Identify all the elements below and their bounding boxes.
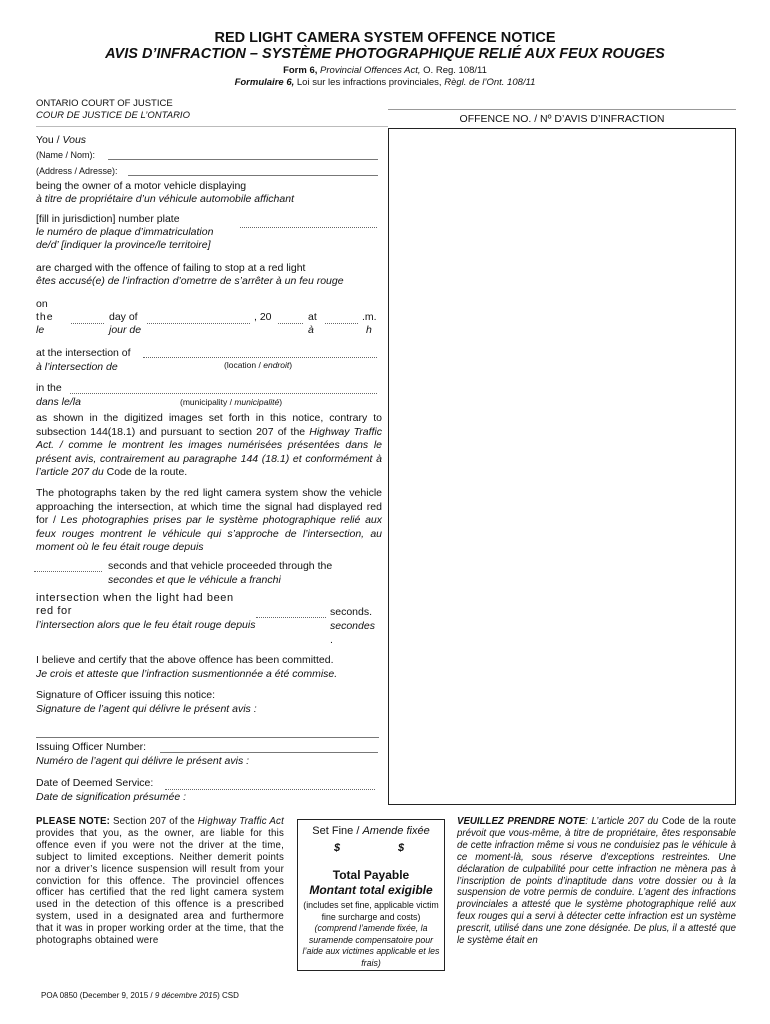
time-field[interactable]: [325, 323, 358, 324]
believe-text: I believe and certify that the above offence has been committed. Je crois et atteste que l’infraction susmentionnée a été commise.: [36, 654, 338, 680]
seconds-label: seconds. secondes .: [330, 606, 375, 646]
form-reference-en: Form 6, Provincial Offences Act, O. Reg. 108/11: [283, 65, 487, 76]
seconds-field-2[interactable]: [256, 617, 326, 618]
day-of-label: day of: [109, 311, 138, 323]
form-header: [0, 30, 770, 88]
a-label: à: [308, 324, 314, 336]
title-en: RED LIGHT CAMERA SYSTEM OFFENCE NOTICE: [214, 30, 556, 46]
offence-number-top-rule: [388, 109, 736, 110]
officer-signature-field[interactable]: [36, 737, 379, 738]
day-field[interactable]: [71, 323, 104, 324]
plate-text: [fill in jurisdiction] number plate le numéro de plaque d’immatriculation de/d’ [indiquer la province/le territoire]: [36, 213, 214, 251]
am-pm-label: .m.: [362, 311, 377, 323]
the-label: the: [36, 311, 54, 323]
form-reference-fr: Formulaire 6, Loi sur les infractions provinciales, Règl. de l’Ont. 108/11: [234, 77, 536, 88]
at-label: at: [308, 311, 317, 323]
photo-box: [388, 128, 736, 805]
form-code: POA 0850 (December 9, 2015 / 9 décembre 2015) CSD: [41, 991, 239, 1000]
year-prefix-label: , 20: [254, 311, 272, 323]
veuillez-paragraph: VEUILLEZ PRENDRE NOTE: L’article 207 du Code de la route prévoit que vous-même, à titre de propriétaire, êtes responsable de cette infraction même si vous ne conduisiez pas le véhicule à ce moment-là, sous réserve d’exceptions restreintes. Une déclaration de culpabilité pour cette infraction ne mènera pas à l’inscription de points d’inaptitude dans votre dossier ou à la suspension de votre permis de conduire. L’agent des infractions provinciales a attesté que le système photographique relié aux feux rouges qui a servi à détecter cette infraction est un système prescrit, utilisé dans une zone désignée. De plus, il a attesté que le système était en: [457, 816, 736, 947]
address-line: [128, 175, 378, 176]
fine-amounts: [298, 842, 444, 860]
you-label: You / Vous: [36, 134, 87, 146]
header-divider: [36, 126, 388, 127]
please-note-paragraph: PLEASE NOTE: Section 207 of the Highway Traffic Act provides that you, as the owner, are liable for this offence even if you were not the driver at the time, subject to limited exceptions. Neither demerit points nor a driver’s licence suspension will result from your conviction for this offence. The provinciel offences officer has certified that the red light camera system used in the detection of this offence is a prescribed system, used in a designated area and furthermore that it was in proper working order at the time, that the photographs obtained were: [36, 816, 284, 947]
title-fr: AVIS D’INFRACTION – SYSTÈME PHOTOGRAPHIQUE RELIÉ AUX FEUX ROUGES: [105, 46, 665, 62]
le-label: le: [36, 324, 45, 336]
owner-text: being the owner of a motor vehicle displaying à titre de propriétaire d’un véhicule automobile affichant: [36, 180, 294, 205]
name-line: [108, 159, 378, 160]
offence-number-label: OFFENCE NO. / Nº D’AVIS D’INFRACTION: [459, 113, 665, 125]
officer-number-label: Issuing Officer Number: Numéro de l’agent qui délivre le présent avis :: [36, 741, 250, 767]
municipality-caption: (municipality / municipalité): [180, 397, 283, 407]
jour-de-label: jour de: [109, 324, 142, 336]
plate-number-field[interactable]: [240, 227, 377, 228]
fine-includes-text: (includes set fine, applicable victim fine surcharge and costs) (comprend l’amende fixée, la suramende compensatoire pour l’aide aux victimes applicable et les frais): [302, 900, 440, 968]
photos-paragraph: The photographs taken by the red light camera system show the vehicle approaching the intersection, at which time the signal had displayed red for / Les photographies prises par le système photographique relié aux feux rouges montrent le véhicule qui s’approche de l’intersection, au moment où le feu était rouge depuis: [36, 487, 382, 553]
officer-signature-label: Signature of Officer issuing this notice: Signature de l’agent qui délivre le présent avis :: [36, 689, 257, 715]
seconds-vehicle-text: seconds and that vehicle proceeded through the secondes et que le véhicule a franchi: [108, 560, 333, 586]
shown-paragraph: as shown in the digitized images set forth in this notice, contrary to subsection 144(18.1) and pursuant to section 207 of the Highway Traffic Act. / comme le montrent les images numérisées présentées dans le présent avis, contrairement au paragraphe 144 (18.1) et conformément à l’article 207 du Code de la route.: [36, 412, 382, 478]
officer-number-field[interactable]: [160, 752, 378, 753]
total-dollar: $: [398, 842, 405, 854]
intersection-field[interactable]: [143, 357, 377, 358]
municipality-field[interactable]: [70, 393, 377, 394]
set-fine-label: Set Fine / Amende fixée: [312, 825, 430, 837]
montant-total-label: Montant total exigible: [309, 883, 433, 897]
month-field[interactable]: [147, 323, 250, 324]
seconds-field-1[interactable]: [34, 571, 102, 572]
in-the-label: in the dans le/la: [36, 382, 81, 408]
fine-box: [297, 819, 445, 971]
on-label: on: [36, 298, 48, 310]
name-field[interactable]: (Name / Nom):: [36, 150, 378, 160]
deemed-service-field[interactable]: [165, 789, 375, 790]
intersection-when-text: intersection when the light had been red for: [36, 592, 234, 617]
court-name: ONTARIO COURT OF JUSTICE COUR DE JUSTICE DE L’ONTARIO: [36, 98, 190, 121]
charged-text: are charged with the offence of failing to stop at a red light êtes accusé(e) de l’infraction d’ometrre de s’arrêter à un feu rouge: [36, 262, 344, 287]
intersection-fr-red-text: l’intersection alors que le feu était rouge depuis: [36, 619, 256, 631]
h-label: h: [366, 324, 372, 336]
deemed-service-label: Date of Deemed Service: Date de signification présumée :: [36, 777, 186, 803]
intersection-label: at the intersection of à l’intersection de: [36, 347, 131, 373]
year-field[interactable]: [278, 323, 303, 324]
total-payable-label: Total Payable: [332, 868, 410, 882]
address-field[interactable]: (Address / Adresse):: [36, 166, 378, 176]
location-caption: (location / endroit): [224, 360, 293, 370]
set-fine-dollar: $: [334, 842, 341, 854]
